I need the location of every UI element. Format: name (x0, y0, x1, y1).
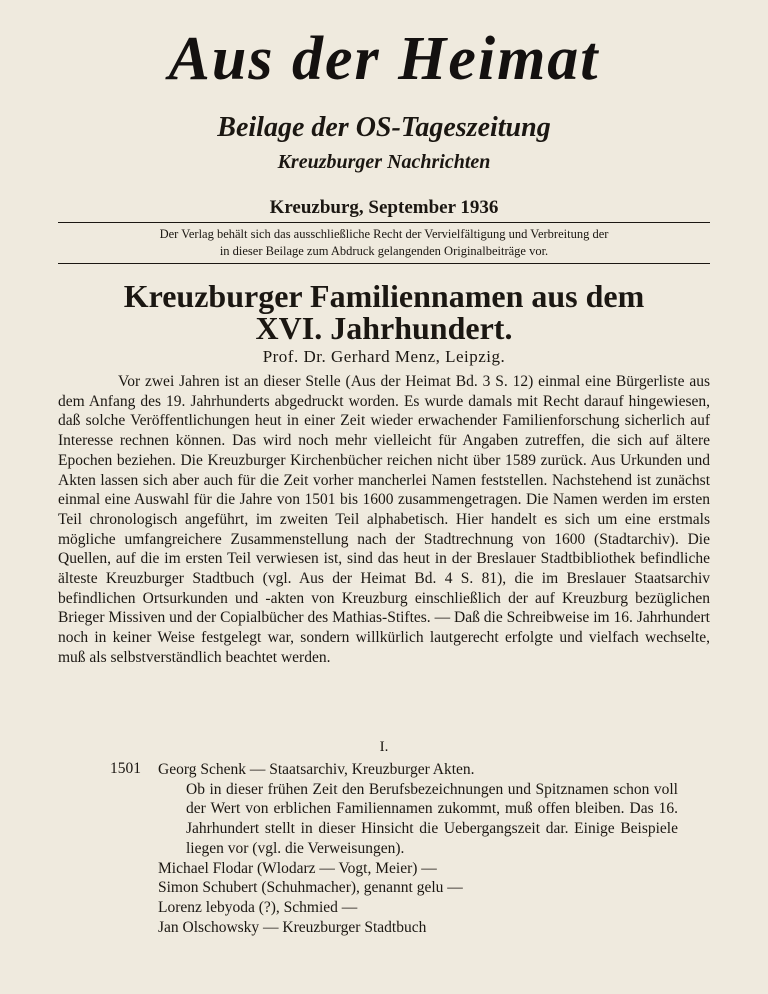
bottom-rule (58, 263, 710, 264)
article-body (58, 372, 710, 668)
dateline: Kreuzburg, September 1936 (269, 197, 499, 218)
supplement-subtitle: Beilage der OS-Tageszeitung (217, 112, 551, 143)
article-title-line-1: Kreuzburger Familiennamen aus dem (123, 278, 645, 314)
notice-line-2: in dieser Beilage zum Abdruck gelangenden Originalbeiträge vor. (219, 244, 549, 258)
entry-first-line: Georg Schenk — Staatsarchiv, Kreuzburger Akten. (158, 761, 475, 778)
name-entry: Jan Olschowsky — Kreuzburger Stadtbuch (158, 918, 427, 936)
top-rule (58, 222, 710, 223)
newspaper-name: Kreuzburger Nachrichten (277, 151, 491, 173)
section-numeral: I. (379, 739, 389, 755)
name-entry: Lorenz lebyoda (?), Schmied — (158, 898, 358, 916)
copyright-notice (58, 226, 710, 260)
entry-note: Ob in dieser frühen Zeit den Berufsbezeichnungen und Spitznamen schon voll der Wert von erblichen Familiennamen zukommt, muß offen bleiben. Das 16. Jahrhundert stellt in dieser Hinsicht die Uebergangszeit dar. Einige Beispiele liegen vor (vgl. die Verweisungen). (186, 780, 678, 857)
name-entry: Simon Schubert (Schuhmacher), genannt gelu — (158, 879, 463, 897)
article-author: Prof. Dr. Gerhard Menz, Leipzig. (262, 347, 506, 366)
notice-line-1: Der Verlag behält sich das ausschließliche Recht der Vervielfältigung und Verbreitung der (159, 227, 609, 241)
article-title-line-2: XVI. Jahrhundert. (255, 310, 513, 346)
body-paragraph: Vor zwei Jahren ist an dieser Stelle (Aus der Heimat Bd. 3 S. 12) einmal eine Bürgerliste aus dem Anfang des 19. Jahrhunderts abgedruckt worden. Es wurde damals mit Recht darauf hingewiesen, daß solche Veröffentlichungen heut in einer Zeit wieder erwachender Familienforschung sicherlich auf Interesse rechnen können. Das wird noch mehr vielleicht für Angaben zutreffen, die sich auf ältere Epochen beziehen. Die Kreuzburger Kirchenbücher reichen nicht über 1589 zurück. Aus Urkunden und Akten lassen sich aber auch für die Zeit vorher mancherlei Namen feststellen. Nachstehend ist zunächst einmal eine Auswahl für die Jahre von 1501 bis 1600 zusammengetragen. Die Namen werden im ersten Teil chronologisch angeführt, im zweiten Teil alphabetisch. Hier handelt es sich um eine erstmals mögliche umfangreichere Zusammenstellung nach der Stadtrechnung von 1600 (Stadtarchiv). Die Quellen, auf die im ersten Teil verwiesen ist, sind das heut in der Breslauer Stadtbibliothek befindliche älteste Kreuzburger Stadtbuch (vgl. Aus der Heimat Bd. 4 S. 81), die im Breslauer Staatsarchiv befindlichen Ortsurkunden und -akten von Kreuzburg einschließlich der auf Kreuzburg bezüglichen Brieger Missiven und der Copialbücher des Mathias-Stiftes. — Daß die Schreibweise im 16. Jahrhundert noch in keiner Weise festgelegt war, sondern willkürlich lautgerecht erfolgte und vielfach wechselte, muß als selbstverständlich beachtet werden. (58, 373, 710, 666)
name-entries (158, 760, 678, 937)
masthead-title: Aus der Heimat (168, 25, 600, 93)
name-entry: Michael Flodar (Wlodarz — Vogt, Meier) — (158, 859, 437, 877)
entry-year: 1501 (110, 760, 141, 777)
